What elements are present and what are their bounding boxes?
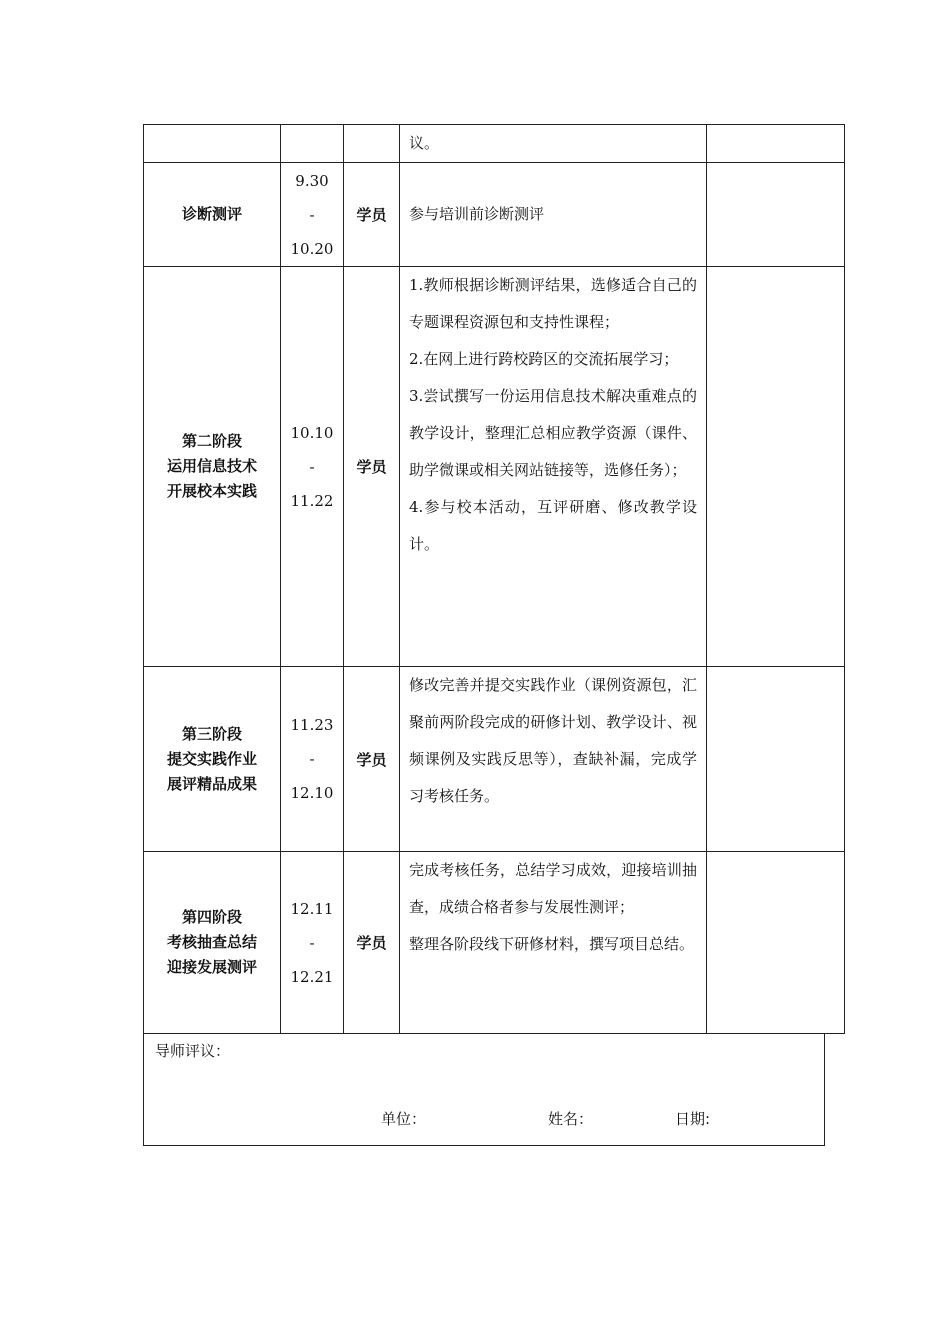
content-text: 3.尝试撰写一份运用信息技术解决重难点的教学设计，整理汇总相应教学资源（课件、助学微课或相关网站链接等，选修任务）； bbox=[409, 387, 697, 479]
time-text: 12.21 bbox=[290, 967, 334, 986]
mentor-comment-label: 导师评议： bbox=[155, 1042, 231, 1060]
table-row bbox=[144, 163, 845, 267]
content-text: 完成考核任务，总结学习成效，迎接培训抽查，成绩合格者参与发展性测评； bbox=[409, 861, 697, 916]
note-cell bbox=[707, 163, 845, 267]
stage-text: 开展校本实践 bbox=[166, 482, 257, 500]
stage-text: 展评精品成果 bbox=[166, 774, 257, 793]
note-cell bbox=[707, 667, 845, 852]
note-cell bbox=[707, 267, 845, 667]
unit-label: 单位： bbox=[381, 1110, 427, 1128]
table-row bbox=[144, 125, 845, 163]
note-cell bbox=[707, 125, 845, 163]
table-row bbox=[144, 267, 845, 667]
table-row bbox=[144, 852, 845, 1034]
content-cell bbox=[400, 667, 707, 852]
mentor-comment-box bbox=[143, 1034, 825, 1146]
stage-text: 提交实践作业 bbox=[166, 749, 257, 768]
time-text: 10.10 bbox=[290, 423, 334, 442]
time-cell bbox=[281, 163, 344, 267]
time-text: 10.20 bbox=[290, 239, 334, 258]
stage-text: 第四阶段 bbox=[181, 908, 242, 926]
content-cell bbox=[400, 125, 707, 163]
stage-text: 第二阶段 bbox=[181, 432, 242, 450]
content-cell bbox=[400, 267, 707, 667]
role-cell: 学员 bbox=[344, 163, 400, 267]
role-cell: 学员 bbox=[344, 267, 400, 667]
content-text: 修改完善并提交实践作业（课例资源包，汇聚前两阶段完成的研修计划、教学设计、视频课例及实践反思等），查缺补漏，完成学习考核任务。 bbox=[409, 676, 697, 805]
content-text: 参与培训前诊断测评 bbox=[409, 205, 545, 223]
training-schedule-table bbox=[143, 124, 845, 1034]
content-text: 整理各阶段线下研修材料，撰写项目总结。 bbox=[409, 935, 695, 953]
content-text: 4.参与校本活动，互评研磨、修改教学设计。 bbox=[409, 498, 697, 553]
content-cell bbox=[400, 163, 707, 267]
stage-cell bbox=[144, 163, 281, 267]
name-label: 姓名： bbox=[548, 1110, 594, 1128]
stage-cell bbox=[144, 852, 281, 1034]
stage-cell bbox=[144, 125, 281, 163]
stage-text: 第三阶段 bbox=[181, 724, 242, 743]
time-text: 11.22 bbox=[290, 491, 334, 510]
content-cell bbox=[400, 852, 707, 1034]
time-text: 12.11 bbox=[290, 899, 334, 918]
role-cell: 学员 bbox=[344, 667, 400, 852]
stage-cell bbox=[144, 267, 281, 667]
time-cell bbox=[281, 667, 344, 852]
document-page bbox=[143, 124, 825, 1146]
date-label: 日期: bbox=[675, 1110, 711, 1128]
time-text: 9.30 bbox=[295, 171, 329, 190]
table-body bbox=[144, 125, 845, 1034]
time-cell bbox=[281, 267, 344, 667]
stage-text: 运用信息技术 bbox=[166, 457, 257, 475]
stage-text: 诊断测评 bbox=[181, 205, 242, 223]
note-cell bbox=[707, 852, 845, 1034]
stage-text: 考核抽查总结 bbox=[166, 933, 257, 951]
content-text: 议。 bbox=[409, 134, 440, 152]
role-cell bbox=[344, 125, 400, 163]
time-text: - bbox=[309, 750, 315, 768]
content-text: 1.教师根据诊断测评结果，选修适合自己的专题课程资源包和支持性课程； bbox=[409, 276, 697, 331]
role-cell: 学员 bbox=[344, 852, 400, 1034]
time-text: - bbox=[309, 457, 315, 476]
time-text: 12.10 bbox=[290, 784, 334, 802]
time-cell bbox=[281, 125, 344, 163]
content-text: 2.在网上进行跨校跨区的交流拓展学习； bbox=[409, 350, 679, 368]
time-cell bbox=[281, 852, 344, 1034]
table-row bbox=[144, 667, 845, 852]
time-text: 11.23 bbox=[290, 716, 334, 734]
stage-text: 迎接发展测评 bbox=[166, 958, 257, 976]
stage-cell bbox=[144, 667, 281, 852]
time-text: - bbox=[309, 205, 315, 224]
time-text: - bbox=[309, 933, 315, 952]
